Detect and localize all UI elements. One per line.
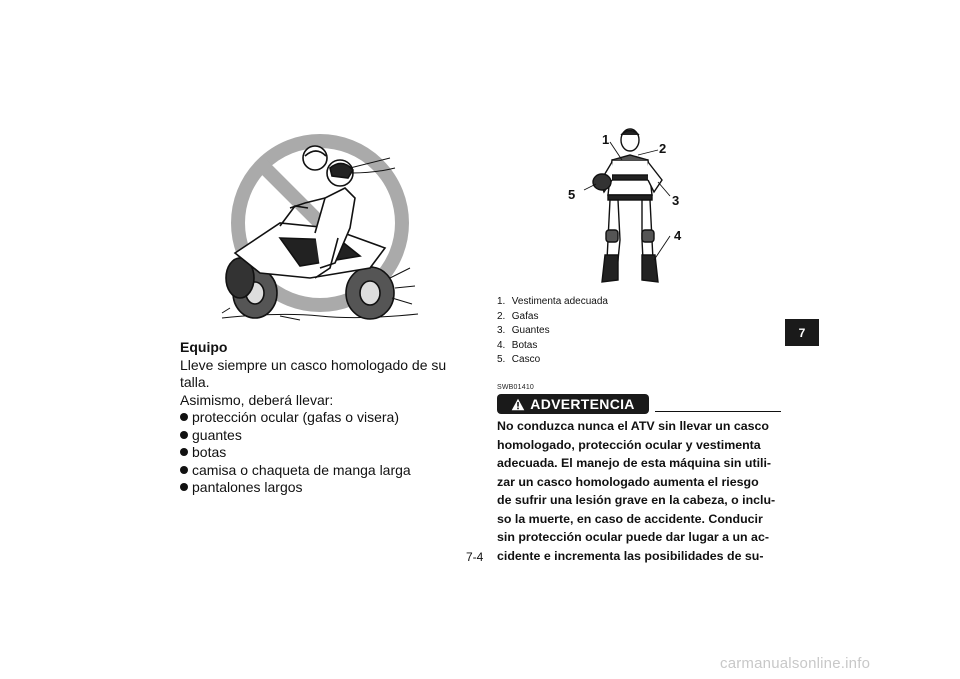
bullet-icon [180,466,188,474]
legend-item: 2. Gafas [497,310,539,322]
chapter-tab: 7 [785,319,819,346]
figure-legend [497,295,608,368]
intro-line: Lleve siempre un casco homologado de su talla. [180,356,447,390]
legend-item: 1. Vestimenta adecuada [497,296,608,307]
prohibited-riding-illustration [220,128,420,333]
warning-line: de sufrir una lesión grave en la cabeza, o inclu- [497,493,776,507]
warning-label: ADVERTENCIA [530,396,635,412]
warning-line: No conduzca nunca el ATV sin llevar un casco [497,419,769,433]
warning-divider [655,411,781,412]
equipment-section [180,339,465,497]
equipment-list [180,409,465,497]
watermark-text: carmanualsonline.info [720,655,871,672]
warning-text [497,417,781,565]
page-number: 7-4 [466,550,484,564]
warning-line: adecuada. El manejo de esta máquina sin utili- [497,456,772,470]
callout-3: 3 [672,193,680,208]
warning-line: so la muerte, en caso de accidente. Conducir [497,511,763,526]
bullet-icon [180,413,188,421]
bullet-icon [180,431,188,439]
warning-triangle-icon [511,398,525,411]
callout-1: 1 [602,132,610,147]
list-item: botas [180,444,465,462]
list-item: protección ocular (gafas o visera) [180,409,465,427]
warning-badge [497,394,649,414]
callout-5: 5 [568,187,576,202]
intro-line: Asimismo, deberá llevar: [180,391,334,408]
callout-2: 2 [659,141,667,156]
rider-gear-figure [562,120,700,285]
warning-line: homologado, protección ocular y vestimenta [497,437,761,452]
bullet-icon [180,483,188,491]
legend-item: 5. Casco [497,354,541,365]
warning-line: zar un casco homologado aumenta el riesgo [497,474,759,489]
section-heading: Equipo [180,339,228,355]
callout-4: 4 [674,228,682,243]
legend-item: 3. Guantes [497,325,550,336]
bullet-icon [180,448,188,456]
warning-line: cidente e incrementa las posibilidades de su- [497,548,764,563]
legend-item: 4. Botas [497,339,538,351]
warning-code: SWB01410 [497,384,535,391]
list-item: guantes [180,427,465,445]
list-item: pantalones largos [180,479,465,497]
warning-line: sin protección ocular puede dar lugar a un ac- [497,530,769,544]
list-item: camisa o chaqueta de manga larga [180,462,465,480]
